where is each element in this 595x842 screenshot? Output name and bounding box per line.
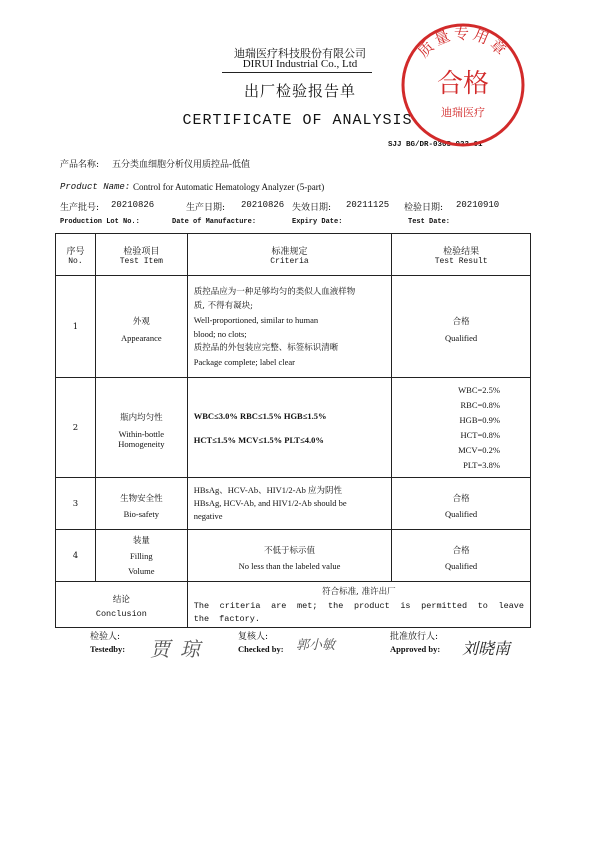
row-3-result-cn: 合格	[452, 493, 470, 504]
row-2-result-line: MCV=0.2%	[458, 444, 500, 455]
row-4-item-en2: Volume	[128, 565, 155, 576]
table-row	[56, 478, 531, 530]
header-criteria-en: Criteria	[270, 256, 309, 266]
header-item	[95, 234, 187, 276]
conclusion-value-cn: 符合标准, 准许出厂	[322, 586, 396, 597]
header-item-cn: 检验项目	[123, 246, 160, 257]
row-2-result-line: RBC=0.8%	[460, 399, 500, 410]
row-4-item-en: Filling	[129, 550, 153, 561]
row-1-result-cn: 合格	[452, 316, 470, 327]
product-name-label-cn: 产品名称:	[60, 160, 100, 170]
row-2-result-line: HCT=0.8%	[460, 429, 500, 440]
row-1-criteria-line: 质控品应为一种足够均匀的类似人血液样物	[193, 286, 356, 297]
row-2-item	[95, 378, 187, 478]
header-no-cn: 序号	[66, 246, 85, 257]
row-1-item-cn: 外观	[132, 316, 150, 327]
product-name-value-en: Control for Automatic Hematology Analyzer (5-part)	[133, 182, 325, 192]
checked-by-signature: 郭小敏	[296, 638, 336, 653]
expiry-value: 20211125	[346, 200, 390, 210]
row-3-item-en: Bio-safety	[123, 508, 160, 519]
product-name-label-en: Product Name:	[60, 182, 131, 192]
title-cn: 出厂检验报告单	[243, 82, 356, 100]
row-2-result	[392, 378, 531, 478]
conclusion-label	[56, 582, 188, 628]
conclusion-value-en: The criteria are met; the product is permitted to leave the factory.	[193, 600, 524, 624]
table-header-row	[56, 234, 531, 276]
approved-by-signature: 刘晓南	[462, 639, 511, 658]
table-row	[56, 530, 531, 582]
row-3-result-en: Qualified	[445, 508, 478, 519]
row-4-no: 4	[56, 530, 96, 582]
mfg-date-value: 20210826	[241, 200, 285, 210]
header-result-cn: 检验结果	[443, 246, 480, 257]
mfg-date-label-cn: 生产日期:	[186, 203, 226, 213]
row-4-criteria-line: 不低于标示值	[263, 545, 315, 556]
approved-by-label-en: Approved by:	[390, 644, 441, 654]
header-item-en: Test Item	[119, 256, 163, 266]
row-4-criteria	[187, 530, 391, 582]
quality-stamp	[398, 20, 528, 150]
tested-by-label-cn: 检验人:	[90, 632, 121, 642]
table-row	[56, 276, 531, 378]
tested-by-signature: 贾琼	[150, 637, 210, 661]
row-1-item-en: Appearance	[121, 332, 162, 343]
row-4-item	[95, 530, 187, 582]
row-4-criteria-line: No less than the labeled value	[238, 560, 341, 571]
stamp-center-text: 合格	[436, 69, 490, 99]
row-2-criteria-line: HCT≤1.5% MCV≤1.5% PLT≤4.0%	[193, 434, 324, 445]
row-2-result-line: PLT=3.8%	[463, 459, 500, 470]
mfg-date-label-en: Date of Manufacture:	[172, 218, 257, 226]
row-2-item-en: Within-bottle	[118, 428, 165, 439]
product-name-value-cn: 五分类血细胞分析仪用质控品-低值	[112, 160, 251, 170]
conclusion-row	[56, 582, 531, 628]
row-2-criteria-line: WBC≤3.0% RBC≤1.5% HGB≤1.5%	[193, 410, 327, 421]
row-2-item-cn: 瓶内均匀性	[120, 412, 163, 423]
row-4-result-cn: 合格	[452, 545, 470, 556]
row-3-no: 3	[56, 478, 96, 530]
row-2-result-line: HGB=0.9%	[459, 414, 500, 425]
company-underline	[222, 72, 372, 73]
expiry-label-en: Expiry Date:	[292, 218, 343, 226]
conclusion-label-cn: 结论	[112, 594, 130, 605]
row-3-criteria	[187, 478, 391, 530]
row-3-criteria-line: HBsAg、HCV-Ab、HIV1/2-Ab 应为阴性	[193, 485, 342, 495]
row-1-result-en: Qualified	[445, 332, 478, 343]
svg-text:质量专用章	[414, 24, 512, 61]
row-1-criteria-line: 质, 不得有凝块;	[193, 300, 254, 311]
row-1-result	[392, 276, 531, 378]
document-code: SJJ BG/DR-0305-023-01	[388, 141, 483, 149]
production-lot-label-cn: 生产批号:	[60, 203, 100, 213]
test-date-value: 20210910	[456, 200, 500, 210]
header-result-en: Test Result	[434, 256, 488, 266]
checked-by-label-en: Checked by:	[238, 644, 284, 654]
approved-by-label-cn: 批准放行人:	[390, 632, 439, 642]
row-4-result-en: Qualified	[445, 560, 478, 571]
checked-by-label-cn: 复核人:	[238, 632, 269, 642]
tested-by-label-en: Testedby:	[90, 644, 126, 654]
row-3-criteria-line: HBsAg, HCV-Ab, and HIV1/2-Ab should be	[193, 498, 347, 508]
test-date-label-en: Test Date:	[408, 218, 451, 226]
company-name-cn: 迪瑞医疗科技股份有限公司	[234, 47, 366, 60]
test-results-table	[55, 233, 531, 628]
row-2-no: 2	[56, 378, 96, 478]
header-criteria	[187, 234, 391, 276]
header-criteria-cn: 标准规定	[271, 246, 308, 257]
row-4-result	[392, 530, 531, 582]
row-1-no: 1	[56, 276, 96, 378]
table-row	[56, 378, 531, 478]
title-en: CERTIFICATE OF ANALYSIS	[182, 112, 413, 129]
row-1-criteria-line: blood; no clots;	[193, 328, 247, 339]
row-3-criteria-line: negative	[193, 511, 223, 521]
row-3-item-cn: 生物安全性	[120, 493, 163, 504]
row-3-result	[392, 478, 531, 530]
row-1-item	[95, 276, 187, 378]
header-result	[392, 234, 531, 276]
row-3-item	[95, 478, 187, 530]
stamp-bottom-text: 迪瑞医疗	[441, 106, 485, 119]
row-1-criteria	[187, 276, 391, 378]
row-2-criteria	[187, 378, 391, 478]
test-date-label-cn: 检验日期:	[404, 203, 444, 213]
stamp-top-text: 质量专用章	[414, 24, 512, 62]
row-2-item-en2: Homogeneity	[118, 438, 165, 449]
row-2-result-line: WBC=2.5%	[458, 384, 500, 395]
row-1-criteria-line: Package complete; label clear	[193, 356, 295, 367]
header-no	[56, 234, 96, 276]
conclusion-value	[187, 582, 530, 628]
expiry-label-cn: 失效日期:	[292, 203, 332, 213]
conclusion-label-en: Conclusion	[95, 608, 147, 619]
production-lot-label-en: Production Lot No.:	[60, 218, 140, 226]
header-no-en: No.	[68, 256, 83, 266]
row-1-criteria-line: Well-proportioned, similar to human	[193, 314, 319, 325]
company-name-en: DIRUI Industrial Co., Ltd	[242, 58, 358, 70]
row-4-item-cn: 装量	[132, 535, 150, 546]
production-lot-value: 20210826	[111, 200, 155, 210]
row-1-criteria-line: 质控品的外包装应完整、标签标识清晰	[193, 342, 339, 353]
